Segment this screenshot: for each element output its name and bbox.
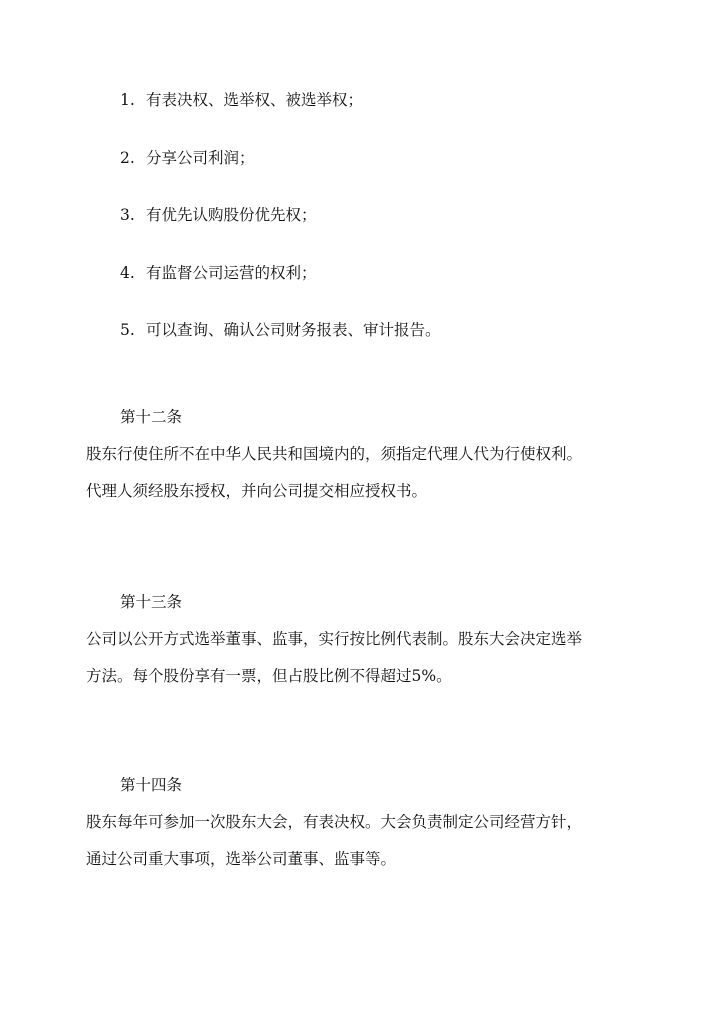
list-item-text: 有优先认购股份优先权； xyxy=(146,206,317,224)
list-item-number: 5. xyxy=(120,321,135,339)
list-item-number: 2. xyxy=(120,148,135,167)
article-body-line: 通过公司重大事项，选举公司董事、监事等。 xyxy=(86,850,397,868)
list-item-text: 有表决权、选举权、被选举权； xyxy=(146,91,364,109)
list-item-number: 3. xyxy=(120,206,135,224)
list-item-number: 1. xyxy=(120,91,135,109)
list-item-number: 4. xyxy=(120,263,135,282)
article-title: 第十三条 xyxy=(120,593,183,611)
list-item xyxy=(120,259,441,317)
article-body-line: 股东每年可参加一次股东大会，有表决权。大会负责制定公司经营方针， xyxy=(86,813,583,831)
article-13 xyxy=(86,588,646,699)
article-body xyxy=(86,808,646,882)
list-item xyxy=(120,144,441,202)
list-item-text: 分享公司利润； xyxy=(146,148,255,167)
article-body xyxy=(86,440,646,514)
article-body-line: 方法。每个股份享有一票，但占股比例不得超过5%。 xyxy=(86,667,452,685)
list-item-text: 可以查询、确认公司财务报表、审计报告。 xyxy=(146,321,441,339)
list-item xyxy=(120,86,441,144)
article-14 xyxy=(86,771,646,882)
article-body-line: 股东行使住所不在中华人民共和国境内的，须指定代理人代为行使权利。 xyxy=(86,445,583,463)
list-item-text: 有监督公司运营的权利； xyxy=(146,263,317,282)
article-body-line: 代理人须经股东授权，并向公司提交相应授权书。 xyxy=(86,482,428,500)
article-body-line: 公司以公开方式选举董事、监事，实行按比例代表制。股东大会决定选举 xyxy=(86,630,583,648)
list-item xyxy=(120,201,441,259)
shareholder-rights-list xyxy=(120,86,441,374)
article-title: 第十四条 xyxy=(120,776,183,794)
list-item xyxy=(120,316,441,374)
article-body xyxy=(86,625,646,699)
article-12 xyxy=(86,403,646,514)
article-title: 第十二条 xyxy=(120,408,183,426)
